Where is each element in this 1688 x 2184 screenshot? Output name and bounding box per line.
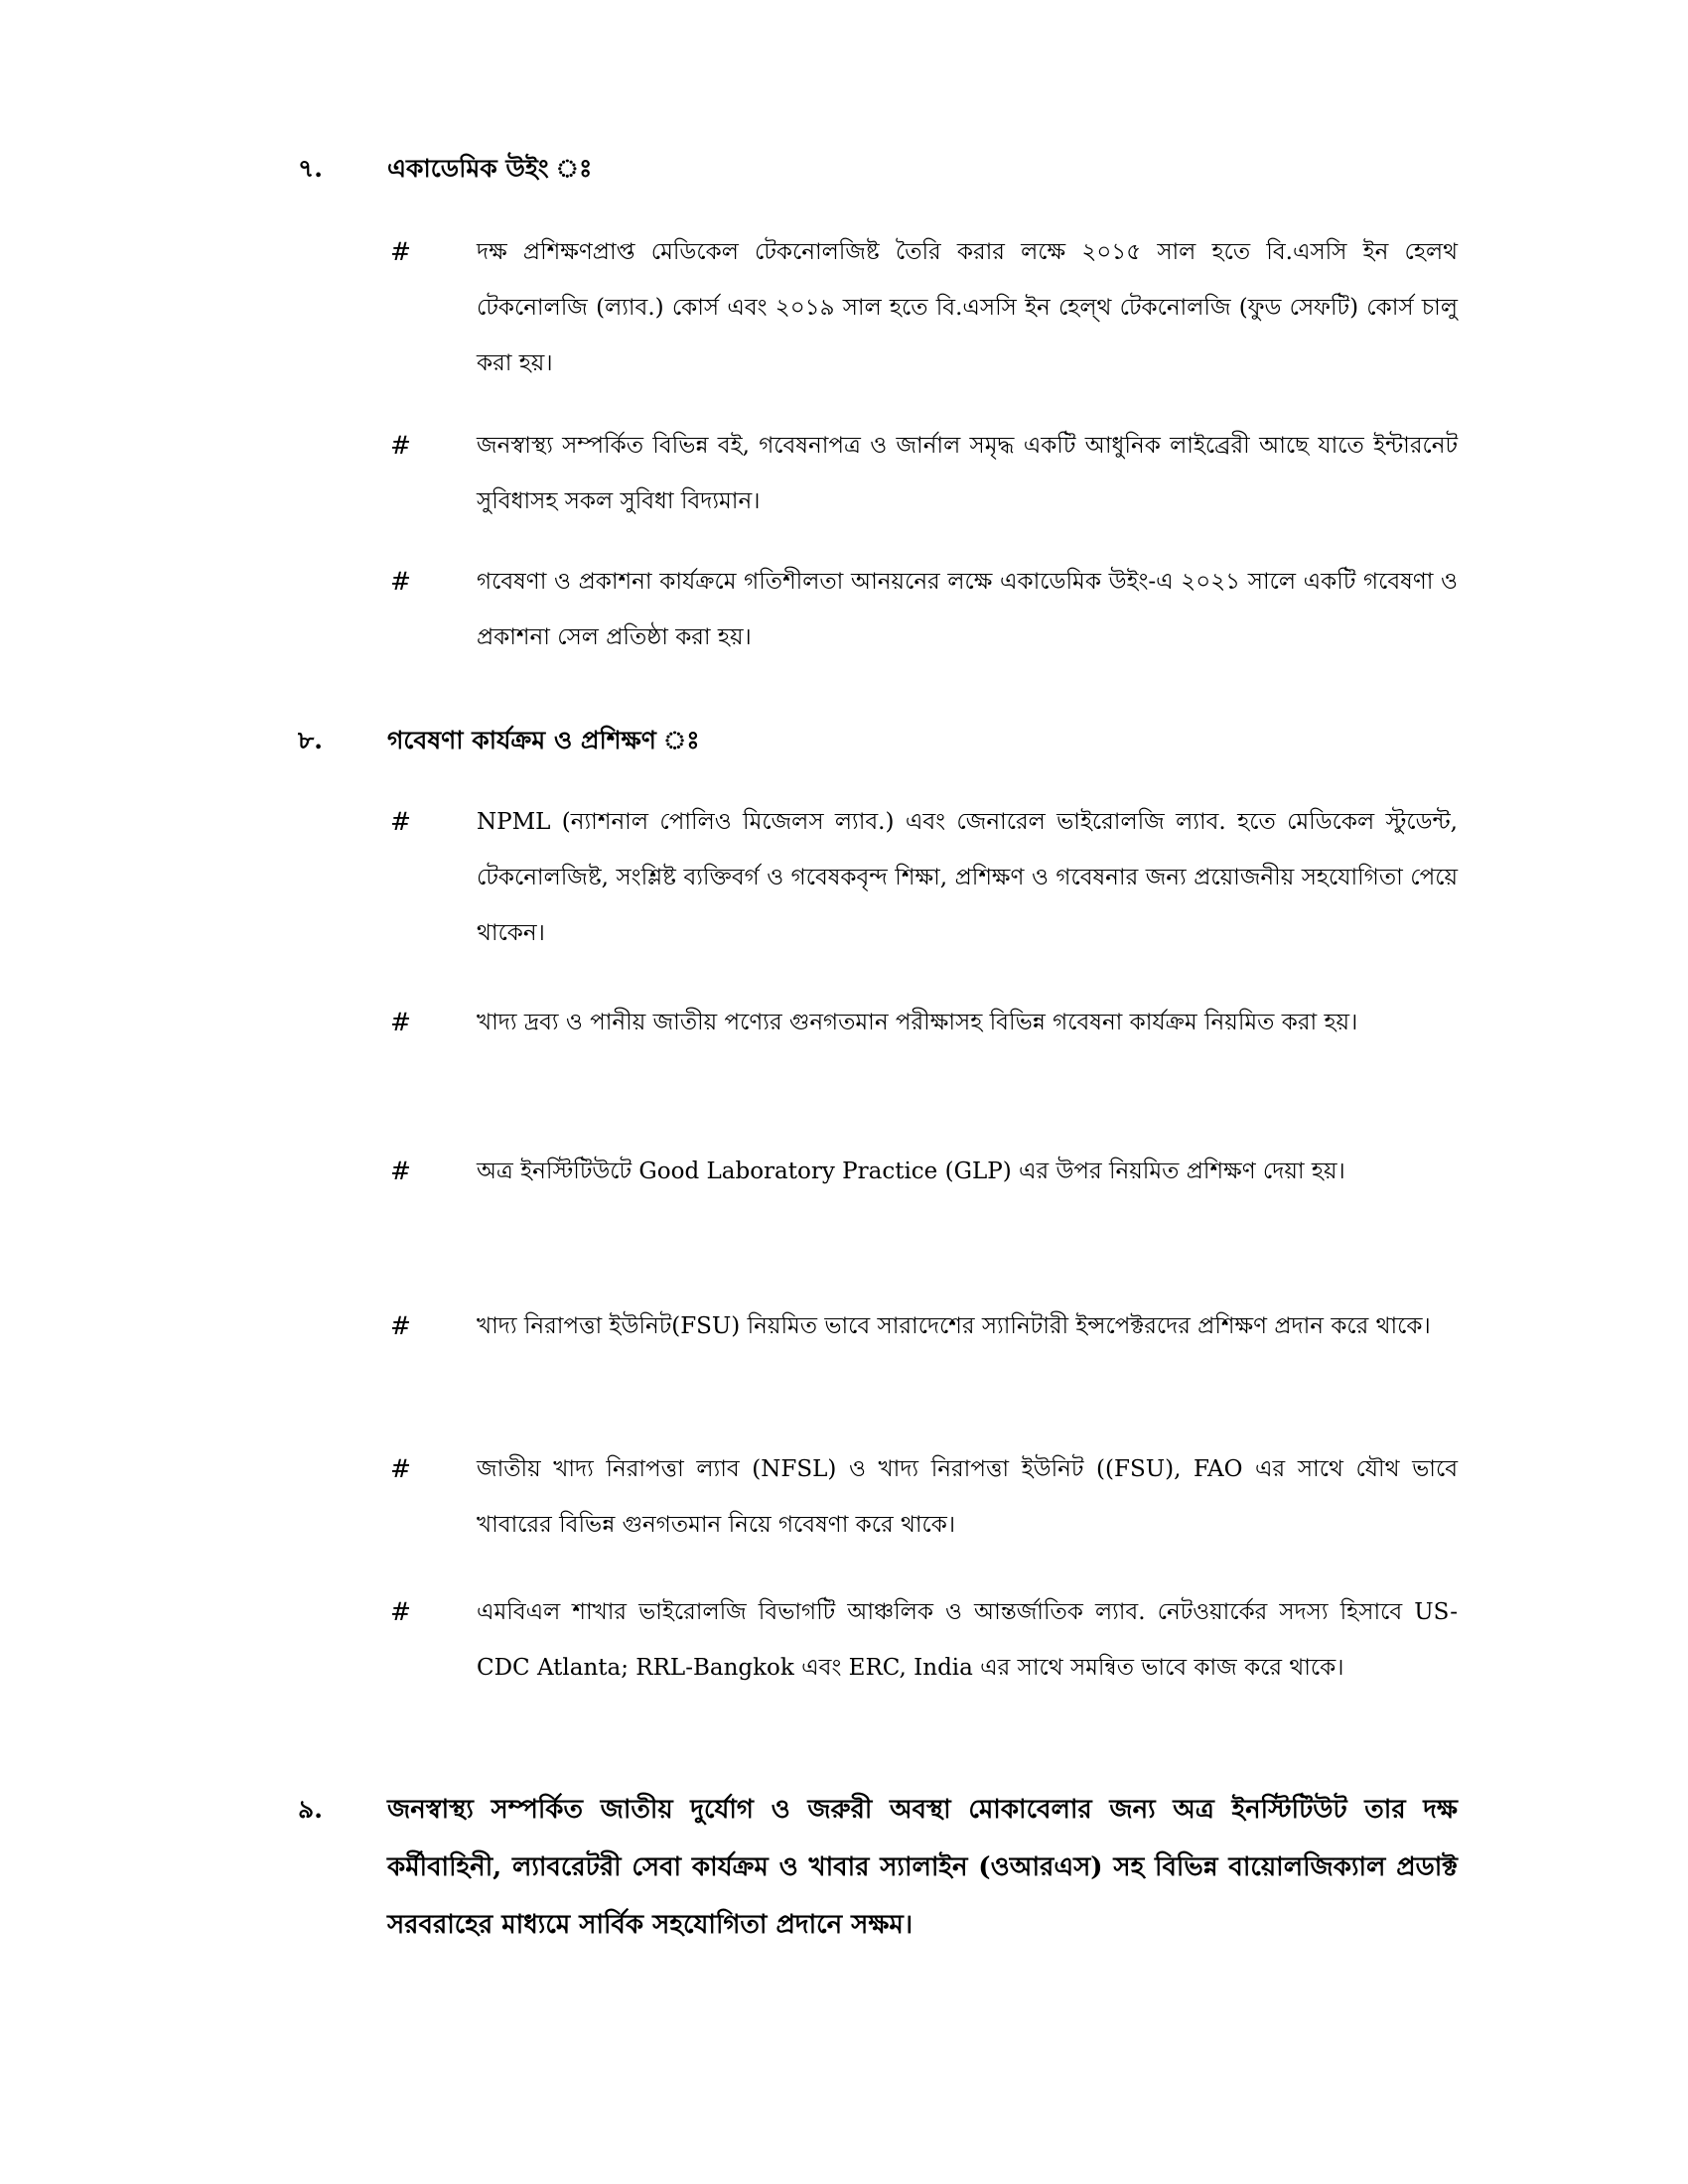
bullet-marker: # [390, 1008, 411, 1036]
bullet-text: NPML (ন্যাশনাল পোলিও মিজেলস ল্যাব.) এবং জেনারেল ভাইরোলজি ল্যাব. হতে মেডিকেল স্টুডেন্ট, টেকনোলজিষ্ট, সংশ্লিষ্ট ব্যক্তিবর্গ ও গবেষকবৃন্দ শিক্ষা, প্রশিক্ষণ ও গবেষনার জন্য প্রয়োজনীয় সহযোগিতা পেয়ে থাকেন। [477, 809, 1458, 946]
section-number: ৮. [298, 726, 323, 754]
bullet-marker: # [390, 1157, 411, 1185]
bullet-marker: # [390, 431, 411, 460]
bullet-marker: # [390, 807, 411, 836]
bullet-marker: # [390, 567, 411, 596]
bullet-marker: # [390, 1311, 411, 1340]
bullet-text: খাদ্য দ্রব্য ও পানীয় জাতীয় পণ্যের গুনগতমান পরীক্ষাসহ বিভিন্ন গবেষনা কার্যক্রম নিয়মিত করা হয়। [477, 1010, 1358, 1035]
bullet-marker: # [390, 1597, 411, 1626]
bullet-text: জাতীয় খাদ্য নিরাপত্তা ল্যাব (NFSL) ও খাদ্য নিরাপত্তা ইউনিট ((FSU), FAO এর সাথে যৌথ ভাবে খাবারের বিভিন্ন গুনগতমান নিয়ে গবেষণা করে থাকে। [477, 1456, 1458, 1538]
bullet-text: গবেষণা ও প্রকাশনা কার্যক্রমে গতিশীলতা আনয়নের লক্ষে একাডেমিক উইং-এ ২০২১ সালে একটি গবেষণা ও প্রকাশনা সেল প্রতিষ্ঠা করা হয়। [477, 569, 1458, 650]
bullet-marker: # [390, 237, 411, 266]
section-title: গবেষণা কার্যক্রম ও প্রশিক্ষণ ঃ [387, 726, 700, 754]
section-number: ৭. [298, 154, 323, 183]
bullet-text: অত্র ইনস্টিটিউটে Good Laboratory Practice (GLP) এর উপর নিয়মিত প্রশিক্ষণ দেয়া হয়। [477, 1159, 1345, 1184]
bullet-text: এমবিএল শাখার ভাইরোলজি বিভাগটি আঞ্চলিক ও আন্তর্জাতিক ল্যাব. নেটওয়ার্কের সদস্য হিসাবে US-CDC Atlanta; RRL-Bangkok এবং ERC, India এর সাথে সমন্বিত ভাবে কাজ করে থাকে। [477, 1599, 1458, 1681]
section-paragraph: জনস্বাস্থ্য সম্পর্কিত জাতীয় দুর্যোগ ও জরুরী অবস্থা মোকাবেলার জন্য অত্র ইনস্টিটিউট তার দক্ষ কর্মীবাহিনী, ল্যাবরেটরী সেবা কার্যক্রম ও খাবার স্যালাইন (ওআরএস) সহ বিভিন্ন বায়োলজিক্যাল প্রডাক্ট সরবরাহের মাধ্যমে সার্বিক সহযোগিতা প্রদানে সক্ষম। [387, 1795, 1458, 1940]
bullet-text: খাদ্য নিরাপত্তা ইউনিট(FSU) নিয়মিত ভাবে সারাদেশের স্যানিটারী ইন্সপেক্টরদের প্রশিক্ষণ প্রদান করে থাকে। [477, 1313, 1431, 1339]
section-number: ৯. [298, 1795, 323, 1824]
bullet-text: জনস্বাস্থ্য সম্পর্কিত বিভিন্ন বই, গবেষনাপত্র ও জার্নাল সমৃদ্ধ একটি আধুনিক লাইব্রেরী আছে যাতে ইন্টারনেট সুবিধাসহ সকল সুবিধা বিদ্যমান। [477, 433, 1458, 514]
bullet-marker: # [390, 1454, 411, 1483]
bullet-text: দক্ষ প্রশিক্ষণপ্রাপ্ত মেডিকেল টেকনোলজিষ্ট তৈরি করার লক্ষে ২০১৫ সাল হতে বি.এসসি ইন হেলথ টেকনোলজি (ল্যাব.) কোর্স এবং ২০১৯ সাল হতে বি.এসসি ইন হেল্থ টেকনোলজি (ফুড সেফটি) কোর্স চালু করা হয়। [477, 239, 1458, 376]
section-title: একাডেমিক উইং ঃ [387, 154, 593, 183]
